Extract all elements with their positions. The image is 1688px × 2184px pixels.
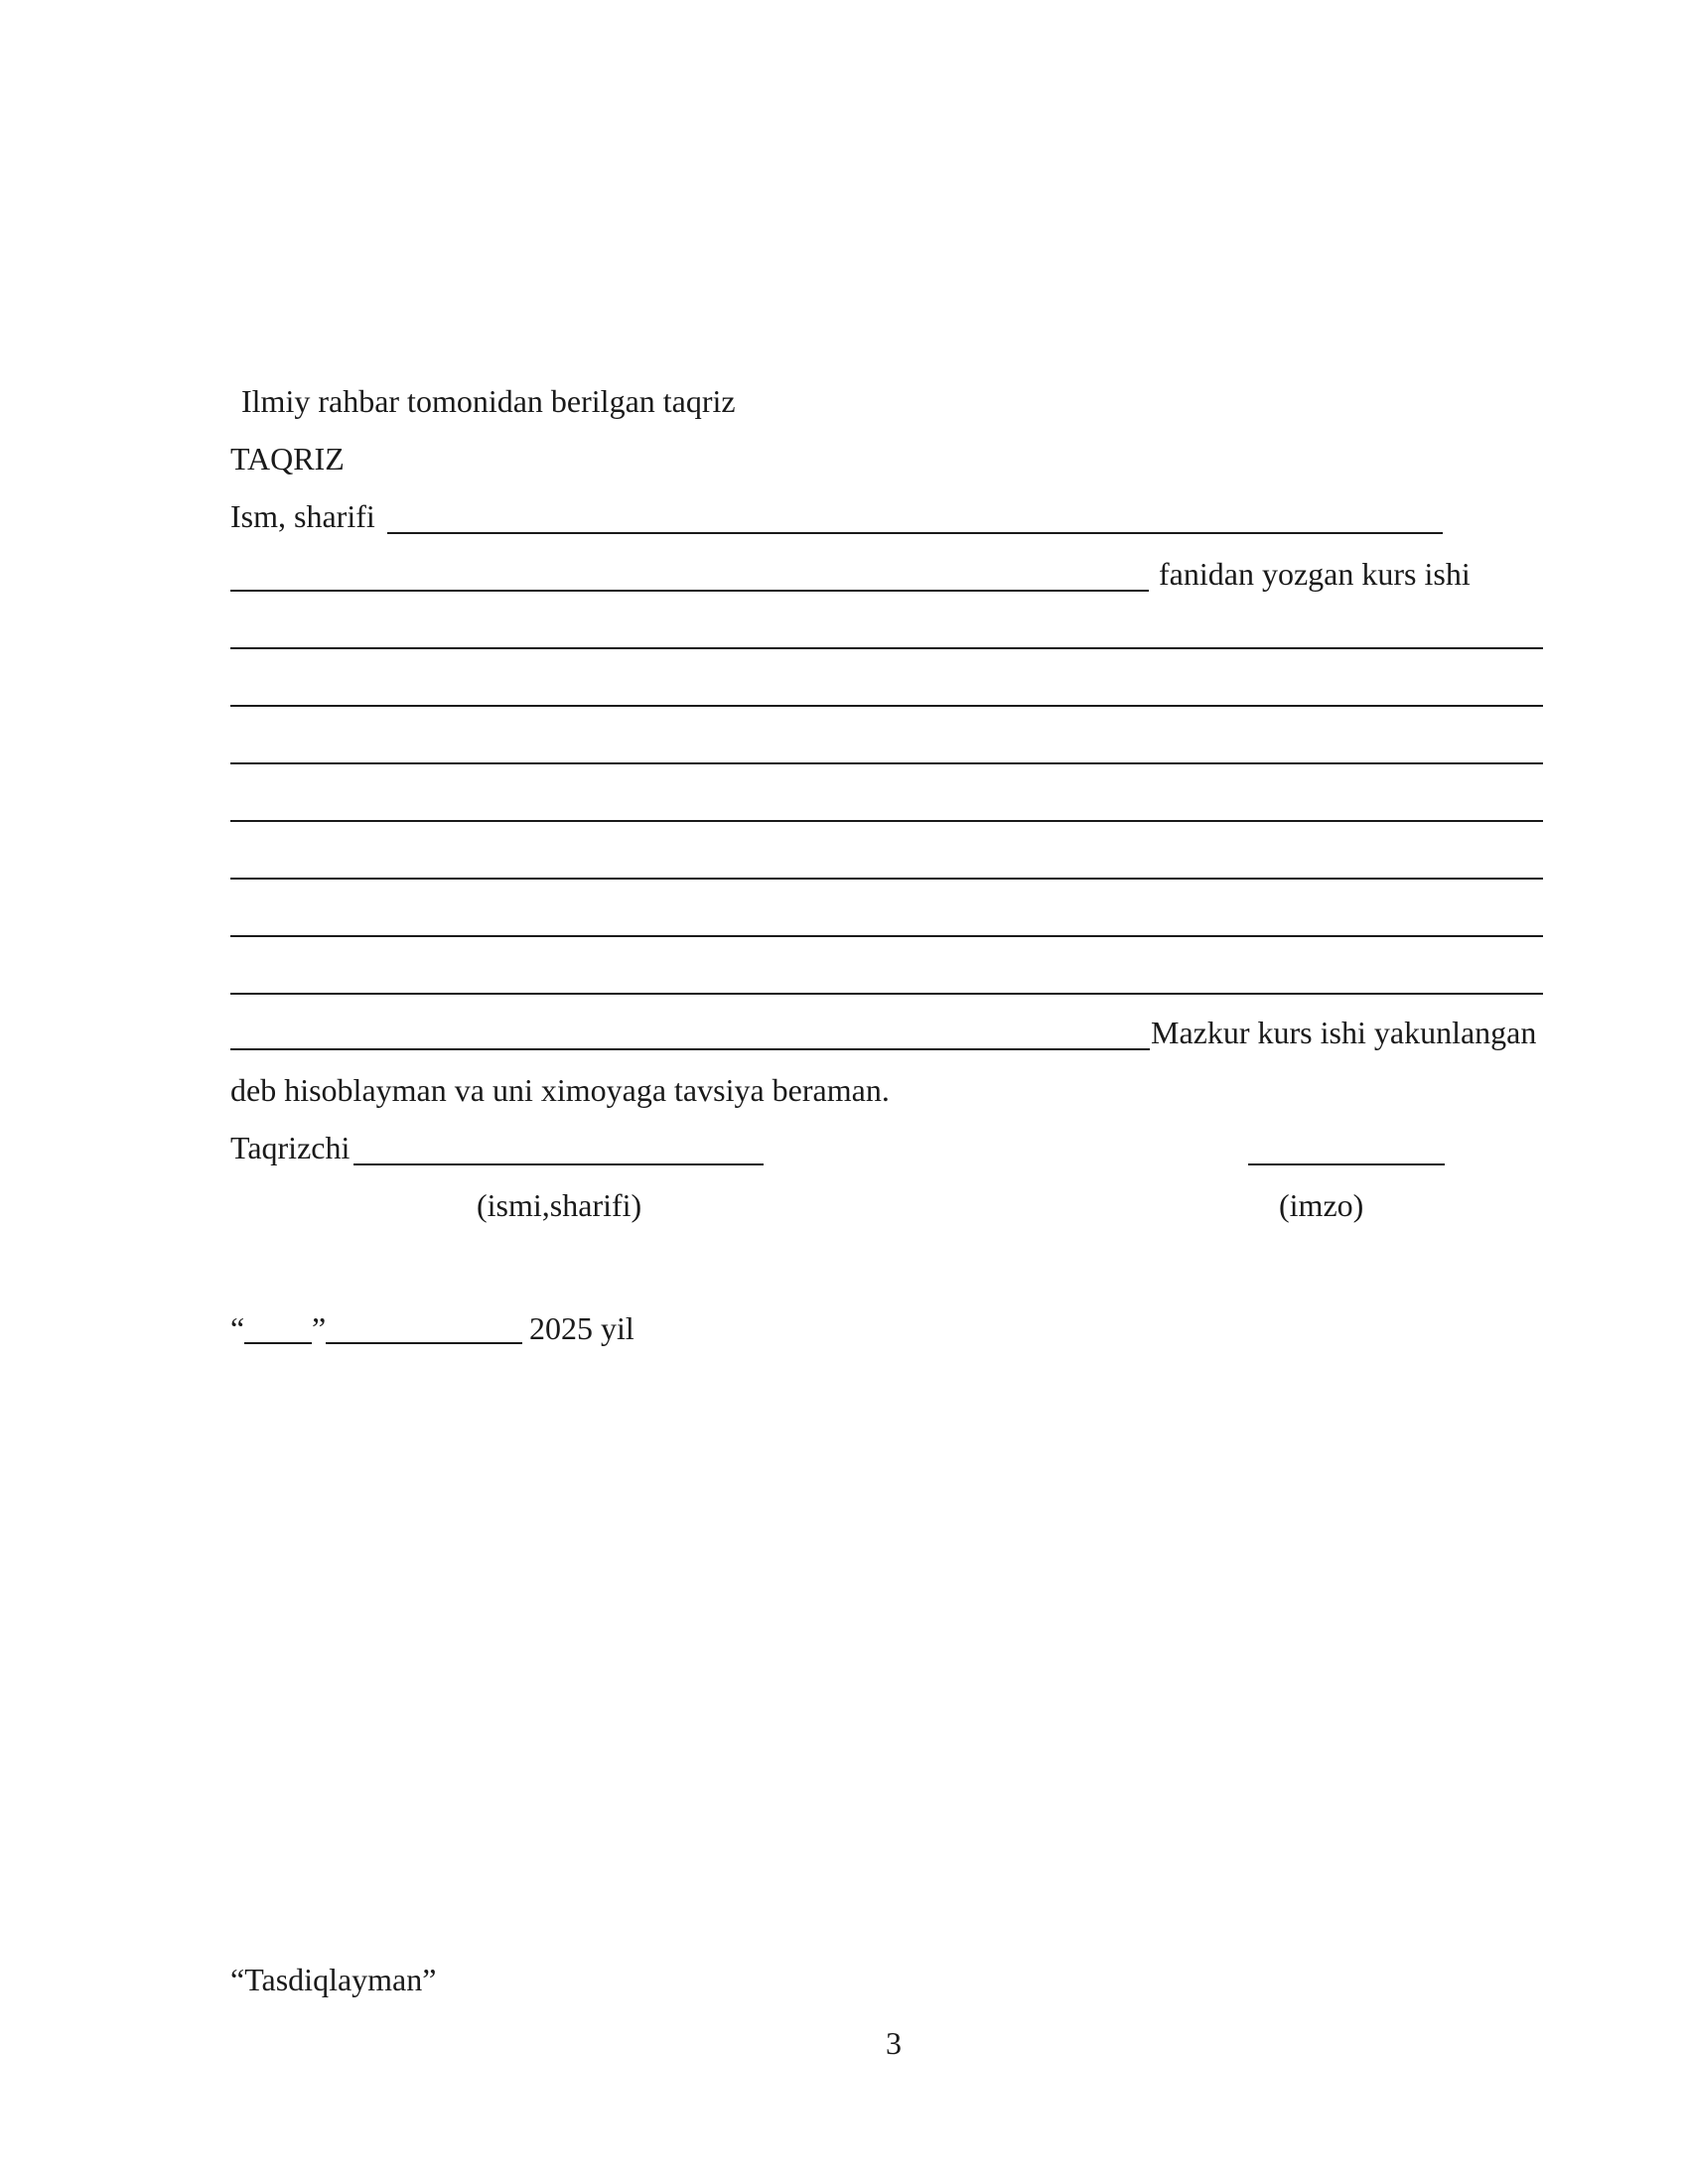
subtitle: Ilmiy rahbar tomonidan berilgan taqriz	[241, 383, 736, 419]
date-day-field[interactable]	[244, 1342, 312, 1344]
name-field[interactable]	[387, 532, 1443, 534]
date-open-quote: “	[230, 1310, 245, 1346]
reviewer-label: Taqrizchi	[230, 1130, 351, 1165]
conclusion-text: deb hisoblayman va uni ximoyaga tavsiya beraman.	[230, 1072, 890, 1108]
review-line[interactable]	[230, 762, 1543, 764]
review-line[interactable]	[230, 1048, 1150, 1050]
date-year: 2025 yil	[529, 1310, 634, 1346]
approval-text: “Tasdiqlayman”	[230, 1962, 437, 1997]
reviewer-name-field[interactable]	[353, 1163, 764, 1165]
conclusion-suffix: Mazkur kurs ishi yakunlangan	[1151, 1015, 1537, 1050]
page-title: TAQRIZ	[230, 441, 345, 477]
review-line[interactable]	[230, 705, 1543, 707]
signature-field[interactable]	[1248, 1163, 1445, 1165]
review-line[interactable]	[230, 935, 1543, 937]
review-line[interactable]	[230, 820, 1543, 822]
subject-field[interactable]	[230, 590, 1149, 592]
page-number: 3	[886, 2025, 902, 2061]
date-month-field[interactable]	[326, 1342, 522, 1344]
name-caption: (ismi,sharifi)	[477, 1187, 642, 1223]
signature-caption: (imzo)	[1279, 1187, 1364, 1223]
review-line[interactable]	[230, 647, 1543, 649]
name-label: Ism, sharifi	[230, 498, 375, 534]
subject-suffix: fanidan yozgan kurs ishi	[1159, 556, 1471, 592]
review-line[interactable]	[230, 993, 1543, 995]
date-close-quote: ”	[312, 1310, 327, 1346]
review-line[interactable]	[230, 878, 1543, 880]
